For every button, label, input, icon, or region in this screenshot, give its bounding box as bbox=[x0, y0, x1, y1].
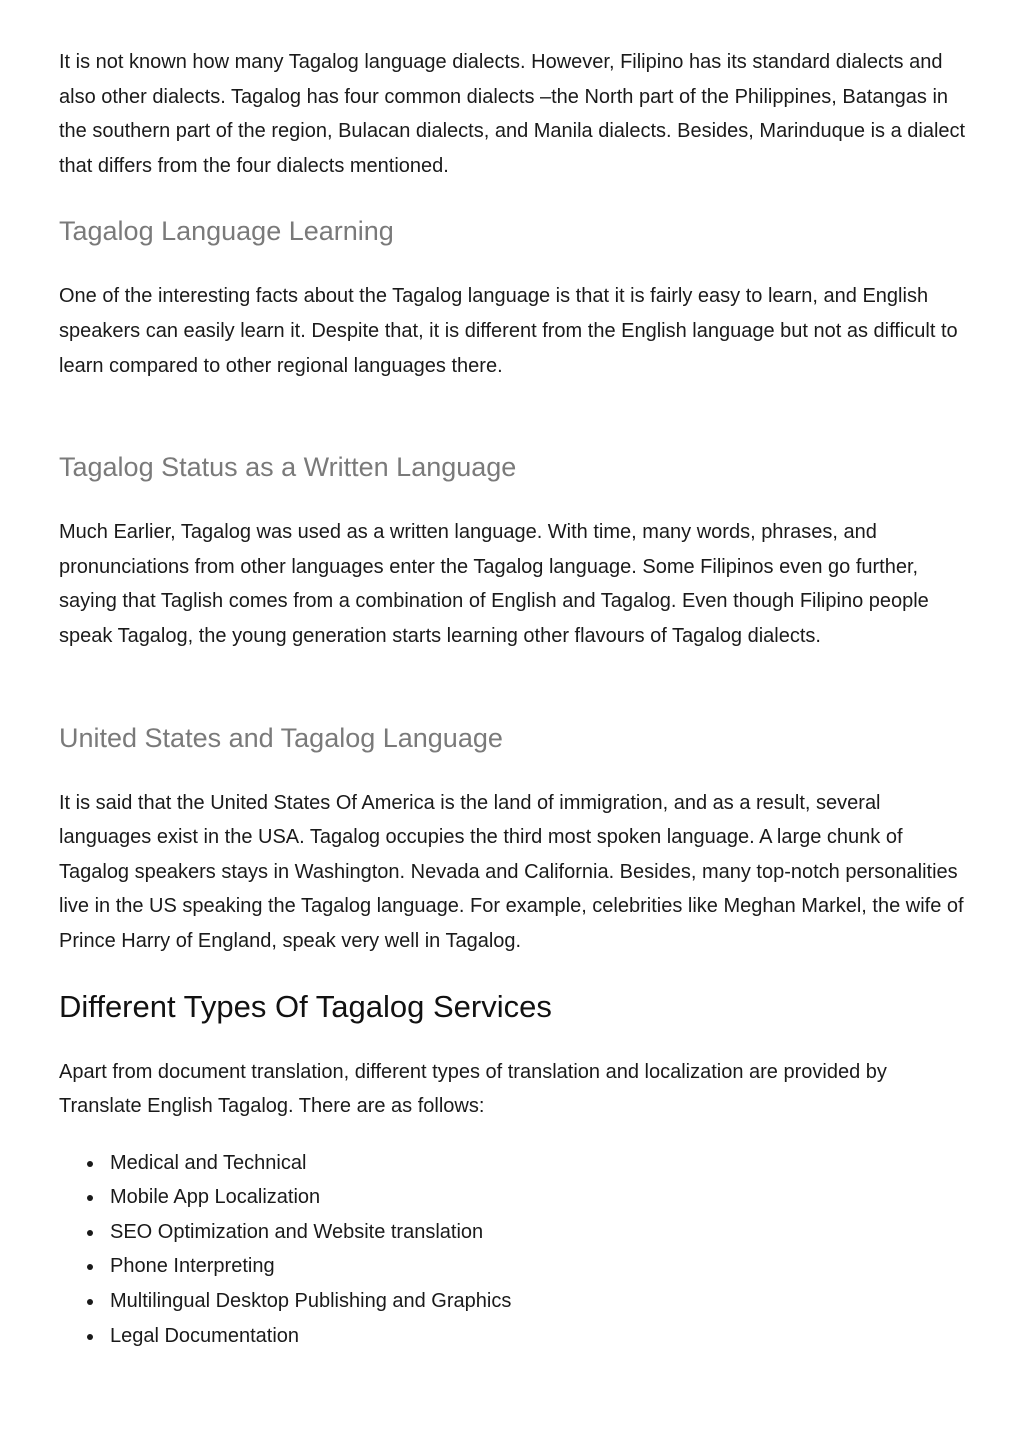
services-paragraph: Apart from document translation, different types of translation and localization are provided by Translate English Tagalog. There are as follows: bbox=[59, 1060, 887, 1118]
list-item: SEO Optimization and Website translation bbox=[110, 1215, 969, 1250]
list-item: Multilingual Desktop Publishing and Graphics bbox=[110, 1284, 969, 1319]
united-states-paragraph: It is said that the United States Of America is the land of immigration, and as a result, several languages exist in the USA. Tagalog occupies the third most spoken language. A large chunk of Tagalog speakers stays in Washington. Nevada and California. Besides, many top-notch personalities live in the US speaking the Tagalog language. For example, celebrities like Meghan Markel, the wife of Prince Harry of England, speak very well in Tagalog. bbox=[59, 791, 964, 952]
intro-paragraph: It is not known how many Tagalog language dialects. However, Filipino has its standard dialects and also other dialects. Tagalog has four common dialects –the North part of the Philippines, Batangas in the southern part of the region, Bulacan dialects, and Manila dialects. Besides, Marinduque is a dialect that differs from the four dialects mentioned. bbox=[59, 51, 966, 177]
written-language-heading: Tagalog Status as a Written Language bbox=[59, 452, 517, 483]
services-heading: Different Types Of Tagalog Services bbox=[59, 988, 552, 1024]
list-item: Medical and Technical bbox=[110, 1146, 969, 1181]
learning-paragraph: One of the interesting facts about the Tagalog language is that it is fairly easy to learn, and English speakers can easily learn it. Despite that, it is different from the English language but not as difficult to learn compared to other regional languages there. bbox=[59, 285, 958, 377]
list-item: Phone Interpreting bbox=[110, 1249, 969, 1284]
united-states-heading: United States and Tagalog Language bbox=[59, 722, 503, 753]
list-item: Mobile App Localization bbox=[110, 1180, 969, 1215]
written-language-paragraph: Much Earlier, Tagalog was used as a written language. With time, many words, phrases, and pronunciations from other languages enter the Tagalog language. Some Filipinos even go further, saying that Taglish comes from a combination of English and Tagalog. Even though Filipino people speak Tagalog, the young generation starts learning other flavours of Tagalog dialects. bbox=[59, 521, 929, 647]
services-list bbox=[59, 1146, 969, 1354]
list-item: Legal Documentation bbox=[110, 1319, 969, 1354]
learning-heading: Tagalog Language Learning bbox=[59, 216, 394, 247]
document-body bbox=[59, 45, 969, 1353]
